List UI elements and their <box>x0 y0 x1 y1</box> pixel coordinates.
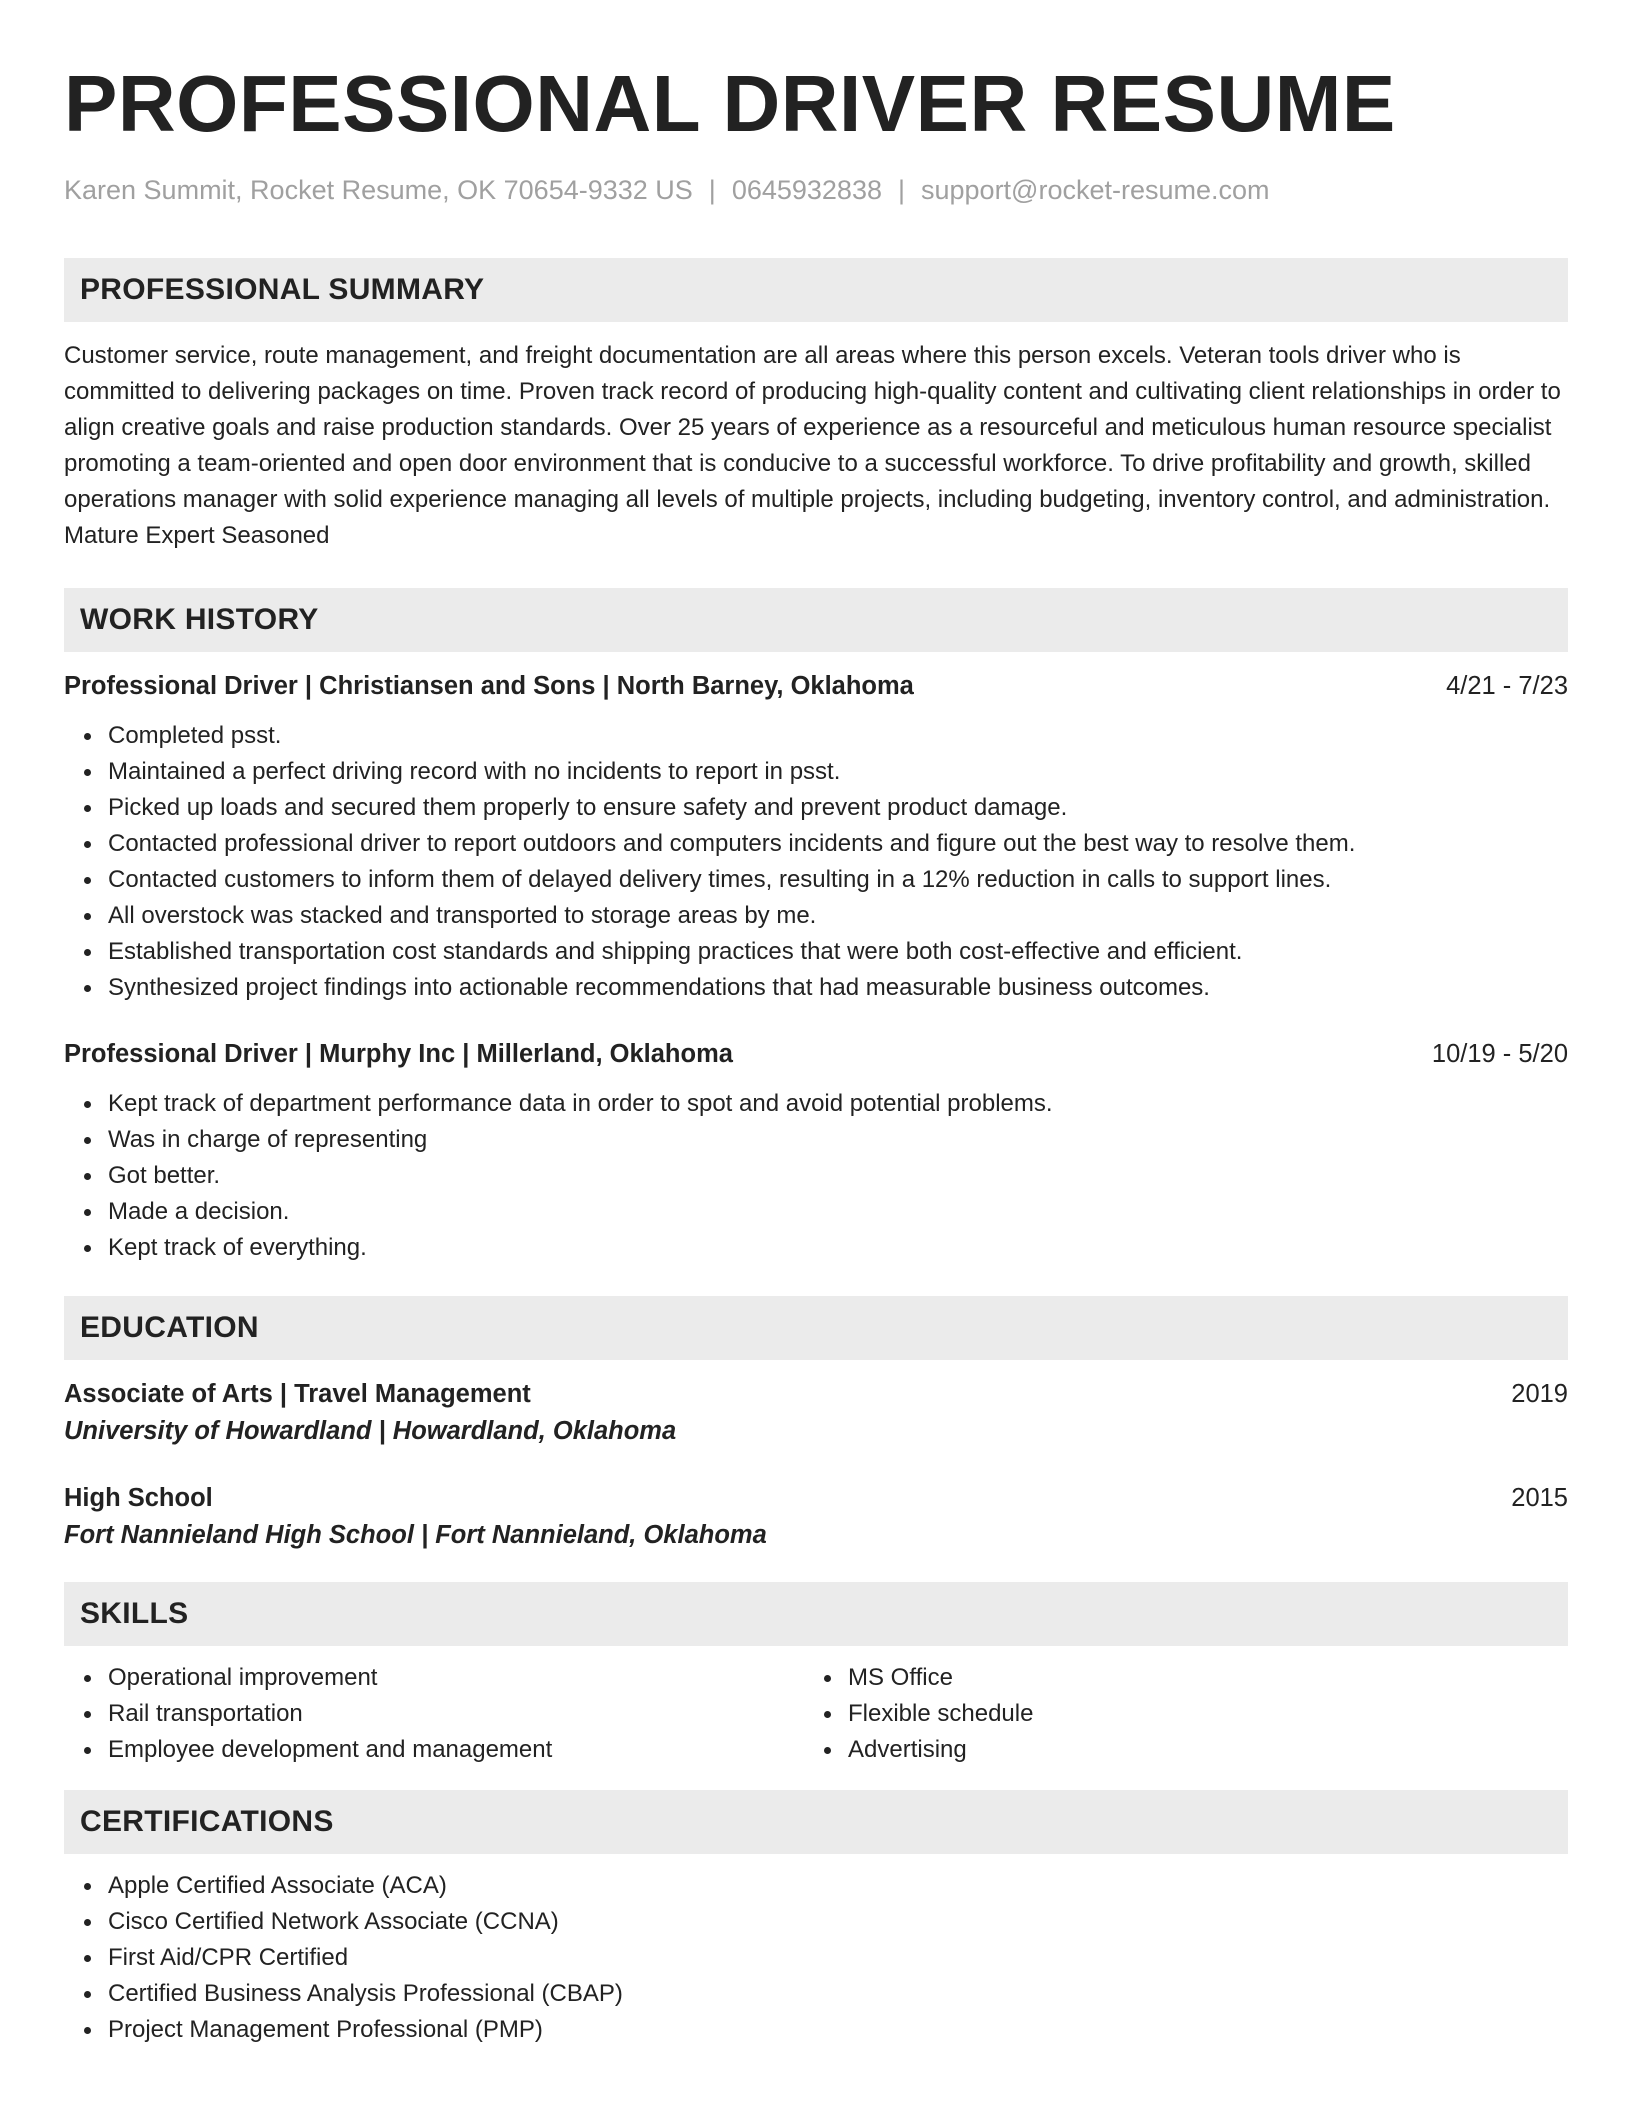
job-header <box>64 1036 1568 1072</box>
contact-separator: | <box>897 175 905 205</box>
certification-item: Cisco Certified Network Associate (CCNA) <box>64 1904 1568 1940</box>
certification-item: First Aid/CPR Certified <box>64 1940 1568 1976</box>
resume-title: PROFESSIONAL DRIVER RESUME <box>64 59 1396 148</box>
skills-column-right <box>804 1660 1544 1768</box>
job-dates: 10/19 - 5/20 <box>1431 1040 1568 1068</box>
contact-separator: | <box>708 175 716 205</box>
skill-item: Operational improvement <box>64 1660 804 1696</box>
job-title: Professional Driver | Murphy Inc | Millerland, Oklahoma <box>64 1040 733 1068</box>
job-bullet: Kept track of department performance data in order to spot and avoid potential problems. <box>64 1086 1568 1122</box>
job-bullets <box>64 718 1568 1006</box>
section-heading-education: EDUCATION <box>64 1296 1568 1360</box>
section-heading-skills: SKILLS <box>64 1582 1568 1646</box>
skills-grid <box>64 1660 1568 1768</box>
job-bullet: Synthesized project findings into actionable recommendations that had measurable business outcomes. <box>64 970 1568 1006</box>
contact-address: Karen Summit, Rocket Resume, OK 70654-9332 US <box>64 175 693 205</box>
section-heading-summary: PROFESSIONAL SUMMARY <box>64 258 1568 322</box>
summary-text: Customer service, route management, and freight documentation are all areas where this person excels. Veteran tools driver who is committed to delivering packages on time. Proven track record of producing high-quality content and cultivating client relationships in order to align creative goals and raise production standards. Over 25 years of experience as a resourceful and meticulous human resource specialist promoting a team-oriented and open door environment that is conducive to a successful workforce. To drive profitability and growth, skilled operations manager with solid experience managing all levels of multiple projects, including budgeting, inventory control, and administration. Mature Expert Seasoned <box>64 342 1561 549</box>
job-dates: 4/21 - 7/23 <box>1446 672 1568 700</box>
job-bullet: Completed psst. <box>64 718 1568 754</box>
job-header <box>64 668 1568 704</box>
job-bullet: Picked up loads and secured them properly to ensure safety and prevent product damage. <box>64 790 1568 826</box>
skill-item: MS Office <box>804 1660 1544 1696</box>
skill-item: Flexible schedule <box>804 1696 1544 1732</box>
education-school: University of Howardland | Howardland, Oklahoma <box>64 1417 677 1445</box>
certification-item: Project Management Professional (PMP) <box>64 2012 1568 2048</box>
education-entry <box>64 1376 1568 1450</box>
education-entry <box>64 1480 1568 1554</box>
job-bullet: Established transportation cost standards and shipping practices that were both cost-effective and efficient. <box>64 934 1568 970</box>
job-bullet: Contacted professional driver to report outdoors and computers incidents and figure out the best way to resolve them. <box>64 826 1568 862</box>
job-bullet: Kept track of everything. <box>64 1230 1568 1266</box>
skill-item: Advertising <box>804 1732 1544 1768</box>
education-header <box>64 1376 1568 1412</box>
certifications-list <box>64 1868 1568 2048</box>
education-school: Fort Nannieland High School | Fort Nannieland, Oklahoma <box>64 1521 767 1549</box>
skills-list <box>804 1660 1544 1768</box>
job-bullet: Contacted customers to inform them of delayed delivery times, resulting in a 12% reduction in calls to support lines. <box>64 862 1568 898</box>
job-entry <box>64 1036 1568 1266</box>
education-year: 2019 <box>1511 1380 1568 1408</box>
job-bullet: All overstock was stacked and transported to storage areas by me. <box>64 898 1568 934</box>
job-bullets <box>64 1086 1568 1266</box>
contact-line <box>64 172 1568 208</box>
education-header <box>64 1480 1568 1516</box>
job-bullet: Got better. <box>64 1158 1568 1194</box>
contact-email: support@rocket-resume.com <box>921 175 1270 205</box>
contact-phone: 0645932838 <box>731 175 882 205</box>
skill-item: Rail transportation <box>64 1696 804 1732</box>
job-bullet: Was in charge of representing <box>64 1122 1568 1158</box>
section-heading-certifications: CERTIFICATIONS <box>64 1790 1568 1854</box>
certification-item: Apple Certified Associate (ACA) <box>64 1868 1568 1904</box>
job-bullet: Maintained a perfect driving record with no incidents to report in psst. <box>64 754 1568 790</box>
certification-item: Certified Business Analysis Professional (CBAP) <box>64 1976 1568 2012</box>
job-bullet: Made a decision. <box>64 1194 1568 1230</box>
skills-list <box>64 1660 804 1768</box>
section-heading-work-history: WORK HISTORY <box>64 588 1568 652</box>
job-title: Professional Driver | Christiansen and Sons | North Barney, Oklahoma <box>64 672 914 700</box>
skill-item: Employee development and management <box>64 1732 804 1768</box>
job-entry <box>64 668 1568 1006</box>
education-degree: Associate of Arts | Travel Management <box>64 1380 531 1408</box>
education-degree: High School <box>64 1484 213 1512</box>
skills-column-left <box>64 1660 804 1768</box>
education-year: 2015 <box>1511 1484 1568 1512</box>
